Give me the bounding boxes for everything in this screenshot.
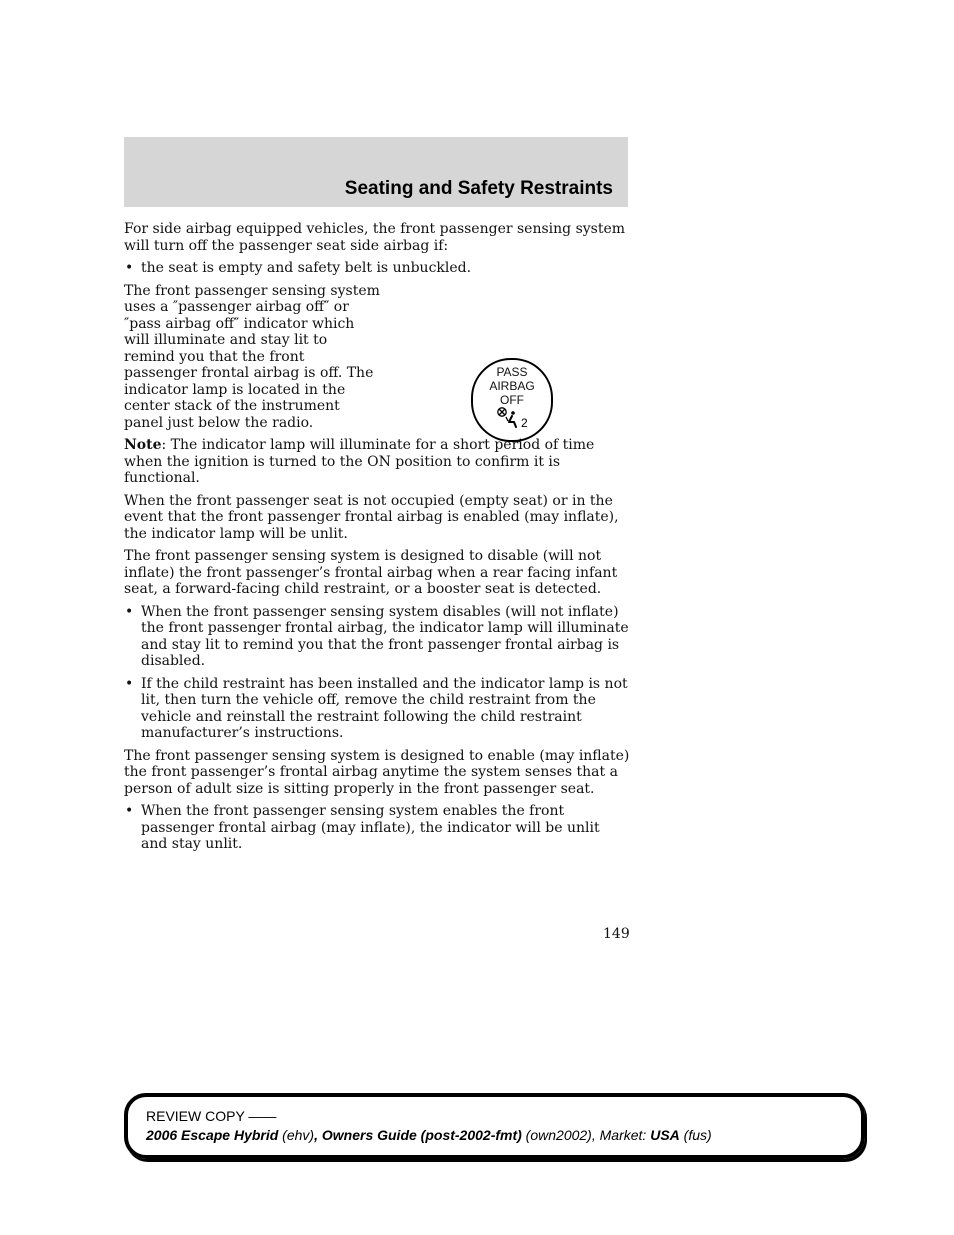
disable-paragraph: The front passenger sensing system is designed to disable (will not inflate) the front passenger’s frontal airbag when a rear facing infant seat, a forward-facing child restraint, or a booster seat is detected. — [124, 548, 618, 597]
bullet-item — [124, 604, 630, 670]
footer-guide: Owners Guide (post-2002-fmt) — [321, 1127, 522, 1143]
page-body — [124, 221, 630, 859]
footer-details — [146, 1127, 712, 1143]
indicator-section — [124, 283, 630, 432]
pass-airbag-off-indicator — [471, 358, 553, 442]
bullet-text: the seat is empty and safety belt is unbuckled. — [141, 260, 472, 276]
note-paragraph — [124, 437, 630, 487]
note-label: Note — [124, 437, 162, 453]
indicator-line-1: PASS — [496, 364, 528, 379]
indicator-line-2: AIRBAG — [489, 378, 535, 393]
bullet-item — [124, 803, 630, 853]
passenger-airbag-off-icon — [493, 407, 531, 429]
intro-paragraph: For side airbag equipped vehicles, the front passenger sensing system will turn off the passenger seat side airbag if: — [124, 221, 626, 254]
bullet-item — [124, 676, 630, 742]
unoccupied-paragraph: When the front passenger seat is not occupied (empty seat) or in the event that the front passenger frontal airbag is enabled (may inflate), the indicator lamp will be unlit. — [124, 492, 619, 542]
bullet-dot: • — [125, 260, 134, 276]
seat-number: 2 — [521, 415, 528, 429]
footer-model-code: (ehv) — [278, 1127, 315, 1143]
footer-market-label: , Market: — [591, 1127, 651, 1143]
bullet-text: When the front passenger sensing system disables (will not inflate) the front passenger frontal airbag, the indicator lamp will illuminate and stay lit to remind you that the front passenger frontal airbag is disabled. — [141, 603, 629, 669]
indicator-line-3: OFF — [500, 392, 524, 407]
footer-market-code: (fus) — [679, 1127, 712, 1143]
review-copy-label: REVIEW COPY —— — [146, 1108, 277, 1124]
section-header-band — [124, 137, 628, 207]
note-text: : The indicator lamp will illuminate for a short period of time when the ignition is turned to the ON position to confirm it is functional. — [124, 437, 595, 486]
bullet-text: If the child restraint has been installed and the indicator lamp is not lit, then turn the vehicle off, remove the child restraint from the vehicle and reinstall the restraint following the child restraint manufacturer’s instructions. — [141, 675, 628, 741]
footer-guide-code: (own2002) — [521, 1127, 592, 1143]
page-number: 149 — [603, 926, 630, 942]
section-title: Seating and Safety Restraints — [344, 178, 613, 199]
footer-model: 2006 Escape Hybrid — [146, 1127, 279, 1143]
bullet-dot: • — [125, 603, 134, 620]
indicator-paragraph: The front passenger sensing system uses a ″passenger airbag off″ or ″pass airbag off″ indicator which will illuminate and stay lit to remind you that the front passenger frontal airbag is off. The indicator lamp is located in the center stack of the instrument panel just below the radio. — [124, 282, 380, 431]
bullet-dot: • — [125, 803, 134, 819]
footer-separator: , — [314, 1127, 322, 1143]
enable-paragraph: The front passenger sensing system is designed to enable (may inflate) the front passenger’s frontal airbag anytime the system senses that a person of adult size is sitting properly in the front passenger seat. — [124, 747, 630, 797]
footer-market: USA — [650, 1127, 680, 1143]
bullet-item — [124, 260, 630, 277]
bullet-dot: • — [125, 675, 134, 692]
bullet-text: When the front passenger sensing system enables the front passenger frontal airbag (may inflate), the indicator will be unlit and stay unlit. — [141, 803, 600, 852]
review-copy-footer — [124, 1093, 865, 1159]
